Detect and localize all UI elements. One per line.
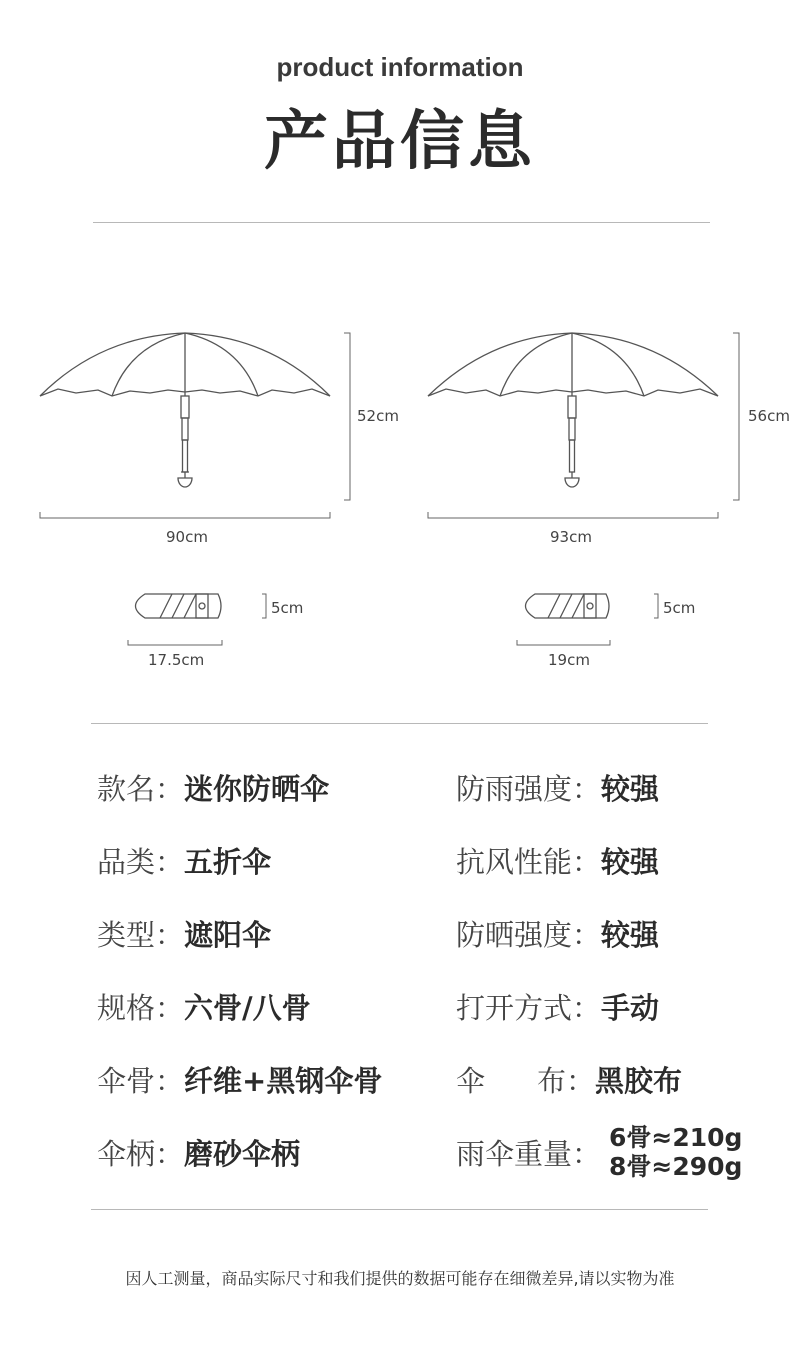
umbrella-right-height-label: 56cm <box>748 407 790 425</box>
spec-value: 较强 <box>601 918 660 952</box>
spec-label: 布： <box>537 1064 596 1098</box>
umbrella-left-height-label: 52cm <box>357 407 399 425</box>
spec-value: 黑胶布 <box>595 1064 683 1098</box>
folded-left-height-label: 5cm <box>271 599 304 617</box>
umbrella-right-width-label: 93cm <box>550 528 592 546</box>
spec-value: 纤维+黑钢伞骨 <box>184 1064 383 1098</box>
spec-row-handle <box>97 1132 300 1173</box>
spec-value: 迷你防晒伞 <box>184 772 330 806</box>
divider-middle <box>91 723 708 724</box>
spec-row-ribs <box>97 1059 382 1100</box>
spec-label: 防晒强度： <box>456 918 602 952</box>
spec-row-type <box>97 913 271 954</box>
spec-label: 伞柄： <box>97 1137 185 1171</box>
folded-right-length-label: 19cm <box>548 651 590 669</box>
spec-value: 磨砂伞柄 <box>184 1137 301 1171</box>
weight-six-rib: 6骨≈210g <box>609 1123 743 1152</box>
page-title: 产品信息 <box>264 105 536 179</box>
umbrella-right-open-drawing <box>428 333 718 487</box>
folded-left-length-label: 17.5cm <box>148 651 205 669</box>
umbrella-left-open-drawing <box>40 333 330 487</box>
footnote: 因人工测量，商品实际尺寸和我们提供的数据可能存在细微差异,请以实物为准 <box>125 1269 675 1288</box>
spec-row-rain-resistance <box>456 767 659 808</box>
spec-value: 五折伞 <box>184 845 272 879</box>
spec-label: 雨伞重量： <box>456 1137 602 1171</box>
spec-label: 品类： <box>97 845 185 879</box>
spec-row-opening-method <box>456 986 659 1027</box>
spec-row-sun-protection <box>456 913 659 954</box>
spec-value: 较强 <box>601 845 660 879</box>
spec-value: 手动 <box>601 991 660 1025</box>
subtitle: product information <box>276 52 524 82</box>
spec-value: 遮阳伞 <box>184 918 272 952</box>
spec-row-category <box>97 840 271 881</box>
spec-label: 抗风性能： <box>456 845 602 879</box>
spec-value: 六骨/八骨 <box>184 991 311 1025</box>
spec-row-fabric <box>456 1059 682 1100</box>
spec-label: 规格： <box>97 991 185 1025</box>
spec-label: 打开方式： <box>456 991 602 1025</box>
umbrella-right-folded-drawing <box>526 594 610 618</box>
weight-eight-rib: 8骨≈290g <box>609 1152 743 1181</box>
spec-weight-values <box>609 1123 742 1181</box>
folded-right-height-label: 5cm <box>663 599 696 617</box>
umbrella-left-folded-dims <box>128 594 266 645</box>
spec-value: 较强 <box>601 772 660 806</box>
spec-label: 款名： <box>97 772 185 806</box>
spec-row-style-name <box>97 767 329 808</box>
spec-row-specification <box>97 986 311 1027</box>
spec-label: 类型： <box>97 918 185 952</box>
divider-bottom <box>91 1209 708 1210</box>
spec-label: 伞 <box>456 1064 486 1098</box>
spec-label: 伞骨： <box>97 1064 185 1098</box>
spec-row-wind-resistance <box>456 840 659 881</box>
umbrella-left-width-label: 90cm <box>166 528 208 546</box>
umbrella-left-folded-drawing <box>136 594 222 618</box>
umbrella-right-folded-dims <box>517 594 658 645</box>
spec-label: 防雨强度： <box>456 772 602 806</box>
spec-row-weight <box>456 1132 601 1173</box>
